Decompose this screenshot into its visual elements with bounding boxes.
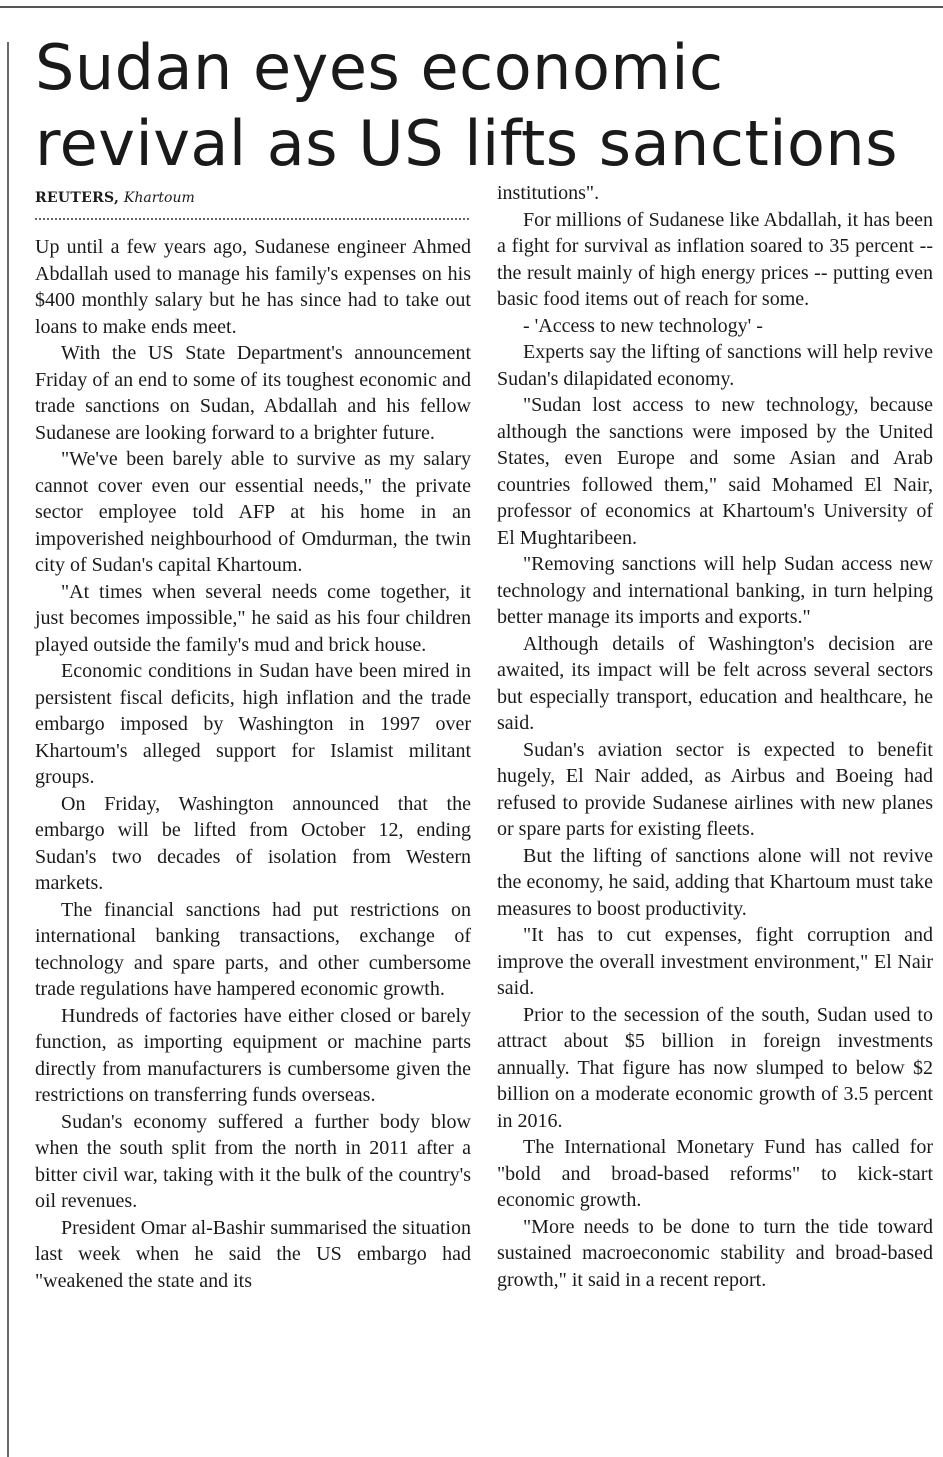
article-column-left: [35, 234, 471, 1294]
headline: Sudan eyes economic revival as US lifts sanctions: [35, 31, 899, 180]
paragraph: "Removing sanctions will help Sudan access new technology and international banking, in turn helping better manage its imports and exports.": [497, 553, 933, 628]
paragraph: For millions of Sudanese like Abdallah, it has been a fight for survival as inflation soared to 35 percent -- the result mainly of high energy prices -- putting even basic food items out of reach for some.: [497, 208, 933, 310]
paragraph: On Friday, Washington announced that the embargo will be lifted from October 12, ending Sudan's two decades of isolation from Western markets.: [35, 792, 471, 894]
article-column-right: [497, 180, 933, 1293]
paragraph: Sudan's aviation sector is expected to benefit hugely, El Nair added, as Airbus and Boeing had refused to provide Sudanese airlines with new planes or spare parts for existing fleets.: [497, 738, 933, 840]
paragraph: The financial sanctions had put restrictions on international banking transactions, exchange of technology and spare parts, and other cumbersome trade regulations have hampered economic growth.: [35, 898, 471, 1000]
byline-agency: REUTERS,: [35, 190, 120, 206]
paragraph: Sudan's economy suffered a further body blow when the south split from the north in 2011 after a bitter civil war, taking with it the bulk of the country's oil revenues.: [35, 1110, 471, 1212]
paragraph: Although details of Washington's decision are awaited, its impact will be felt across several sectors but especially transport, education and healthcare, he said.: [497, 632, 933, 734]
paragraph: "At times when several needs come together, it just becomes impossible," he said as his four children played outside the family's mud and brick house.: [35, 580, 471, 656]
left-column-rule: [7, 42, 9, 1457]
paragraph: "It has to cut expenses, fight corruption and improve the overall investment environment," El Nair said.: [497, 924, 933, 999]
paragraph: "Sudan lost access to new technology, because although the sanctions were imposed by the United States, even Europe and some Asian and Arab countries followed them," said Mohamed El Nair, professor of economics at Khartoum's University of El Mughtaribeen.: [497, 394, 933, 549]
byline-location: Khartoum: [123, 190, 195, 206]
paragraph: "More needs to be done to turn the tide toward sustained macroeconomic stability and broad-based growth," it said in a recent report.: [497, 1215, 933, 1291]
top-rule: [0, 6, 943, 8]
subheading: - 'Access to new technology' -: [523, 314, 763, 337]
byline-dotted-rule: [35, 218, 469, 220]
paragraph: Hundreds of factories have either closed or barely function, as importing equipment or machine parts directly from manufacturers is cumbersome given the restrictions on transferring funds overseas.: [35, 1004, 471, 1106]
paragraph: But the lifting of sanctions alone will not revive the economy, he said, adding that Khartoum must take measures to boost productivity.: [497, 844, 933, 920]
paragraph: Economic conditions in Sudan have been mired in persistent fiscal deficits, high inflation and the trade embargo imposed by Washington in 1997 over Khartoum's alleged support for Islamist militant groups.: [35, 660, 471, 788]
paragraph-continuation: institutions".: [497, 182, 600, 204]
paragraph: The International Monetary Fund has called for "bold and broad-based reforms" to kick-start economic growth.: [497, 1136, 933, 1211]
paragraph: "We've been barely able to survive as my salary cannot cover even our essential needs," the private sector employee told AFP at his home in an impoverished neighbourhood of Omdurman, the twin city of Sudan's capital Khartoum.: [35, 448, 471, 576]
paragraph: Prior to the secession of the south, Sudan used to attract about $5 billion in foreign investments annually. That figure has now slumped to below $2 billion on a moderate economic growth of 3.5 percent in 2016.: [497, 1003, 933, 1132]
paragraph: Up until a few years ago, Sudanese engineer Ahmed Abdallah used to manage his family's expenses on his $400 monthly salary but he has since had to take out loans to make ends meet.: [35, 236, 471, 338]
paragraph: With the US State Department's announcement Friday of an end to some of its toughest economic and trade sanctions on Sudan, Abdallah and his fellow Sudanese are looking forward to a brighter future.: [35, 342, 471, 444]
byline: [35, 186, 195, 209]
paragraph: Experts say the lifting of sanctions will help revive Sudan's dilapidated economy.: [497, 341, 933, 390]
paragraph: President Omar al-Bashir summarised the situation last week when he said the US embargo had "weakened the state and its: [35, 1216, 471, 1292]
